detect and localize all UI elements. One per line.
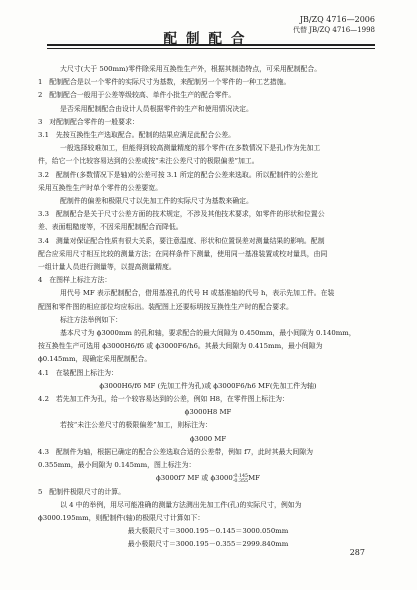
min-limit-size: 最小极限尺寸＝3000.195－0.355＝2999.840mm <box>127 540 289 549</box>
max-limit-size: 最大极限尺寸＝3000.195－0.145＝3000.050mm <box>127 527 289 536</box>
replaces-standard: 代替 JB/ZQ 4716—1998 <box>293 26 375 34</box>
page-number: 287 <box>349 548 365 557</box>
clause-4-text-b: 配图和零件图的相应部位均应标出。装配图上还要标明按互换性生产时的配合要求。 <box>38 302 293 311</box>
clause-3-1-text-a: 一般选择较难加工，但能得到较高测量精度的那个零件(在多数情况下是孔)作为先加工 <box>60 144 321 153</box>
deviation-fraction <box>233 474 248 484</box>
header-rule-thick <box>47 44 375 46</box>
standard-number: JB/ZQ 4716—2006 <box>299 15 375 24</box>
shaft-marking <box>38 472 378 485</box>
clause-4-1: 4.1 在装配图上标注为： <box>38 368 118 377</box>
clause-3-4-cont-b: 一组计量人员进行测量等，以提高测量精度。 <box>38 263 176 272</box>
unspecified-tolerance-note: 若按“未注公差尺寸的极限偏差”加工，则标注为： <box>60 421 212 430</box>
clause-3-2: 3.2 配制件(多数情况下是轴)的公差可按 3.1 所定的配合公差来选取。所以配制件的公差比 <box>38 170 318 179</box>
clause-3-2-note: 配制件的偏差和极限尺寸以先加工件的实际尺寸为基数来确定。 <box>60 197 253 206</box>
upper-deviation: -0.145 <box>232 474 249 480</box>
lower-deviation: -0.355 <box>232 479 249 485</box>
clause-2-note: 是否采用配制配合由设计人员根据零件的生产和使用情况决定。 <box>60 104 253 113</box>
example-text-c: ϕ0.145mm，现确定采用配制配合。 <box>38 355 152 364</box>
page-title: 配制配合 <box>163 31 254 47</box>
clause-3-4-cont-a: 配合应采用尺寸相互比较的测量方法；在同样条件下测量，使用同一基准装置或校对量具，由同 <box>38 249 328 258</box>
shaft-marking-prefix: ϕ3000f7 MF 或 ϕ3000 <box>156 474 233 483</box>
clause-3-1-text-b: 件，给它一个比较容易达到的公差或按“未注公差尺寸的极限偏差”加工。 <box>38 157 259 166</box>
hole-marking-mf: ϕ3000 MF <box>189 434 227 443</box>
shaft-marking-suffix: MF <box>248 474 260 483</box>
example-text-b: 按互换性生产可选用 ϕ3000H6/f6 或 ϕ3000F6/h6。其最大间隙为 0.415mm，最小间隙为 <box>38 342 323 351</box>
clause-4-2: 4.2 若先加工件为孔，给一个较容易达到的公差，例如 H8，在零件图上标注为： <box>38 395 289 404</box>
example-text-a: 基本尺寸为 ϕ3000mm 的孔和轴，要求配合的最大间隙为 0.450mm，最小间隙为 0.140mm， <box>60 329 356 338</box>
assembly-marking: ϕ3000H6/f6 MF (先加工件为孔)或 ϕ3000F6/h6 MF(先加工件为轴) <box>99 381 317 390</box>
clause-3-3: 3.3 配制配合是关于尺寸公差方面的技术规定，不涉及其他技术要求，如零件的形状和位置公 <box>38 210 325 219</box>
hole-marking-h8: ϕ3000H8 MF <box>184 408 232 417</box>
clause-1: 1 配制配合是以一个零件的实际尺寸为基数，来配制另一个零件的一种工艺措施。 <box>38 78 291 87</box>
clause-2: 2 配制配合一般用于公差等级较高、单件小批生产的配合零件。 <box>38 91 236 100</box>
example-heading: 标注方法举例如下： <box>60 315 123 324</box>
clause-3-1: 3.1 先按互换性生产选取配合。配制的结果应满足此配合公差。 <box>38 131 236 140</box>
intro-paragraph: 大尺寸(大于 500mm)零件除采用互换性生产外，根据其制造特点，可采用配制配合。 <box>60 65 322 73</box>
clause-3-3-cont: 差、表面粗糙度等，不因采用配制配合而降低。 <box>38 223 183 232</box>
clause-4-text-a: 用代号 MF 表示配制配合，借用基准孔的代号 H 或基准轴的代号 h，表示先加工件。在装 <box>60 289 335 298</box>
document-body <box>38 63 378 552</box>
clause-5-text-a: 以 4 中的举例，用尽可能准确的测量方法测出先加工件(孔)的实际尺寸，例如为 <box>60 500 302 509</box>
clause-4-3: 4.3 配制件为轴，根据已确定的配合公差选取合适的公差带，例如 f7，此时其最大间隙为 <box>38 447 314 456</box>
clause-3: 3 对配制配合零件的一般要求： <box>38 117 139 126</box>
clause-4: 4 在图样上标注方法： <box>38 276 112 285</box>
clause-4-3-cont: 0.355mm，最小间隙为 0.145mm，图上标注为： <box>38 461 196 470</box>
clause-3-2-cont: 采用互换性生产时单个零件的公差要宽。 <box>38 183 163 192</box>
header-rule-thin <box>47 48 375 49</box>
clause-3-4: 3.4 测量对保证配合性质有很大关系，要注意温度、形状和位置误差对测量结果的影响。配制 <box>38 236 325 245</box>
clause-5: 5 配制件极限尺寸的计算。 <box>38 487 126 496</box>
clause-5-text-b: ϕ3000.195mm，则配制件(轴)的极限尺寸计算如下： <box>38 513 205 522</box>
